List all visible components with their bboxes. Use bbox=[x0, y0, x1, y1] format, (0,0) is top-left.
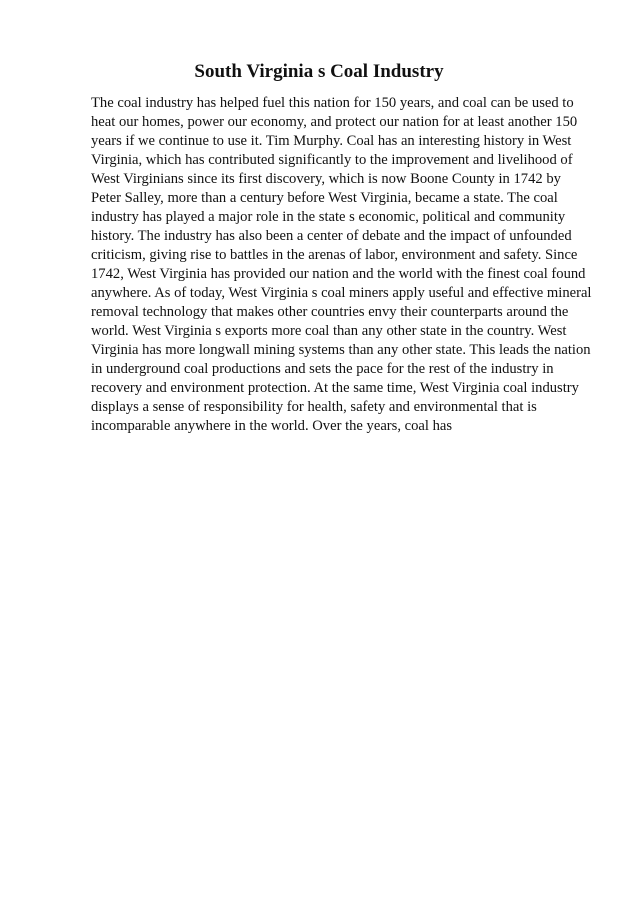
text-line: displays a sense of responsibility for health, safety and environmental that is bbox=[91, 399, 537, 415]
text-line: West Virginians since its first discovery, which is now Boone County in 1742 by bbox=[91, 171, 561, 187]
text-line: incomparable anywhere in the world. Over the years, coal has bbox=[91, 418, 453, 434]
text-line: history. The industry has also been a center of debate and the impact of unfounded bbox=[91, 228, 572, 244]
text-line: years if we continue to use it. Tim Murphy. Coal has an interesting history in West bbox=[91, 133, 572, 149]
text-line: heat our homes, power our economy, and protect our nation for at least another 150 bbox=[91, 114, 578, 130]
text-line: in underground coal productions and sets the pace for the rest of the industry in bbox=[91, 361, 554, 377]
text-line: Virginia, which has contributed significantly to the improvement and livelihood of bbox=[91, 152, 573, 168]
text-line: industry has played a major role in the state s economic, political and community bbox=[91, 209, 566, 225]
text-line: Virginia has more longwall mining systems than any other state. This leads the nation bbox=[91, 342, 591, 358]
text-line: The coal industry has helped fuel this nation for 150 years, and coal can be used to bbox=[91, 95, 574, 111]
text-line: 1742, West Virginia has provided our nation and the world with the finest coal found bbox=[91, 266, 586, 282]
text-line: removal technology that makes other countries envy their counterparts around the bbox=[91, 304, 569, 320]
text-line: Peter Salley, more than a century before West Virginia, became a state. The coal bbox=[91, 190, 558, 206]
text-line: criticism, giving rise to battles in the arenas of labor, environment and safety. Since bbox=[91, 247, 578, 263]
body-paragraph bbox=[91, 94, 591, 436]
document-title: South Virginia s Coal Industry bbox=[194, 61, 444, 82]
text-line: anywhere. As of today, West Virginia s coal miners apply useful and effective mineral bbox=[91, 285, 592, 301]
text-line: world. West Virginia s exports more coal than any other state in the country. West bbox=[91, 323, 567, 339]
text-line: recovery and environment protection. At the same time, West Virginia coal industry bbox=[91, 380, 579, 396]
